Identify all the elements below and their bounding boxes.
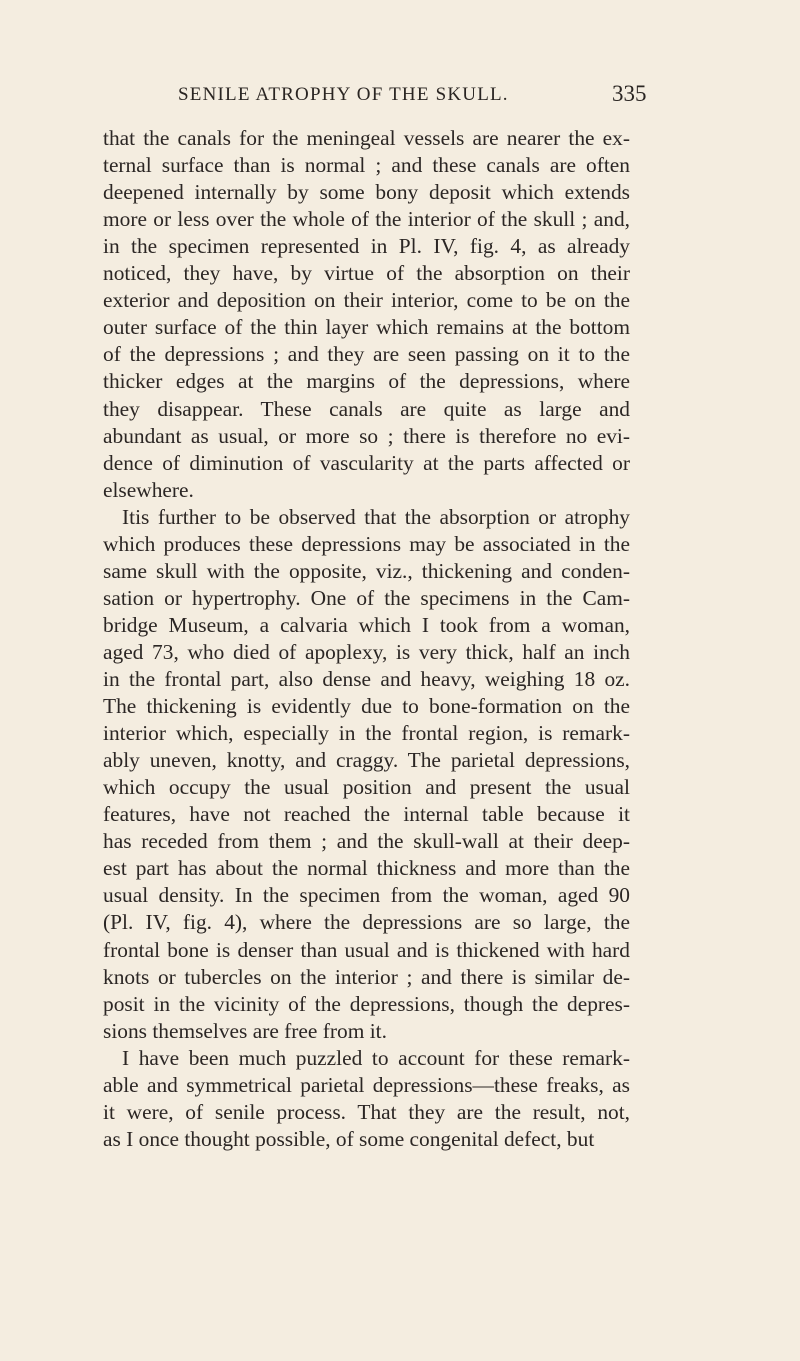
text-line: knots or tubercles on the interior ; and there is similar de-	[103, 964, 630, 989]
text-line: usual density. In the specimen from the woman, aged 90	[103, 883, 630, 908]
text-line: Itis further to be observed that the absorption or atrophy	[122, 504, 630, 529]
text-line: thicker edges at the margins of the depressions, where	[103, 369, 630, 394]
text-line: aged 73, who died of apoplexy, is very thick, half an inch	[103, 639, 630, 664]
text-line: in the frontal part, also dense and heavy, weighing 18 oz.	[103, 667, 630, 691]
text-line: sions themselves are free from it.	[103, 1018, 387, 1043]
text-line: deepened internally by some bony deposit which extends	[103, 180, 630, 205]
text-line: it were, of senile process. That they are the result, not,	[103, 1099, 630, 1124]
text-line: posit in the vicinity of the depressions, though the depres-	[103, 991, 630, 1016]
text-line: ternal surface than is normal ; and these canals are often	[103, 153, 630, 178]
text-line: which occupy the usual position and present the usual	[103, 775, 630, 800]
text-line: interior which, especially in the frontal region, is remark-	[103, 721, 630, 746]
text-line: more or less over the whole of the interior of the skull ; and,	[103, 207, 630, 232]
text-line: (Pl. IV, fig. 4), where the depressions are so large, the	[103, 910, 630, 935]
text-line: exterior and deposition on their interior, come to be on the	[103, 288, 630, 313]
text-line: I have been much puzzled to account for these remark-	[122, 1045, 630, 1070]
text-line: noticed, they have, by virtue of the absorption on their	[103, 261, 630, 286]
text-line: bridge Museum, a calvaria which I took from a woman,	[103, 612, 630, 637]
text-line: ably uneven, knotty, and craggy. The parietal depressions,	[103, 748, 630, 773]
text-line: The thickening is evidently due to bone-formation on the	[103, 694, 630, 719]
text-line: features, have not reached the internal table because it	[103, 802, 630, 827]
text-line: in the specimen represented in Pl. IV, fig. 4, as already	[103, 234, 630, 259]
text-line: same skull with the opposite, viz., thickening and conden-	[103, 558, 630, 583]
text-line: as I once thought possible, of some congenital defect, but	[103, 1126, 595, 1151]
text-line: has receded from them ; and the skull-wall at their deep-	[103, 829, 630, 854]
text-line: able and symmetrical parietal depressions—these freaks, as	[103, 1072, 630, 1097]
text-line: dence of diminution of vascularity at the parts affected or	[103, 450, 630, 475]
text-line: elsewhere.	[103, 477, 194, 502]
text-line: that the canals for the meningeal vessels are nearer the ex-	[103, 126, 630, 150]
text-line: which produces these depressions may be associated in the	[103, 531, 630, 556]
text-line: frontal bone is denser than usual and is thickened with hard	[103, 937, 630, 962]
text-line: sation or hypertrophy. One of the specimens in the Cam-	[103, 585, 630, 610]
text-line: abundant as usual, or more so ; there is therefore no evi-	[103, 423, 630, 448]
text-line: they disappear. These canals are quite as large and	[103, 396, 630, 421]
text-line: outer surface of the thin layer which remains at the bottom	[103, 315, 630, 340]
running-title: SENILE ATROPHY OF THE SKULL.	[178, 84, 509, 105]
text-line: of the depressions ; and they are seen passing on it to the	[103, 342, 630, 367]
text-line: est part has about the normal thickness and more than the	[103, 856, 630, 881]
page-number: 335	[612, 81, 647, 106]
